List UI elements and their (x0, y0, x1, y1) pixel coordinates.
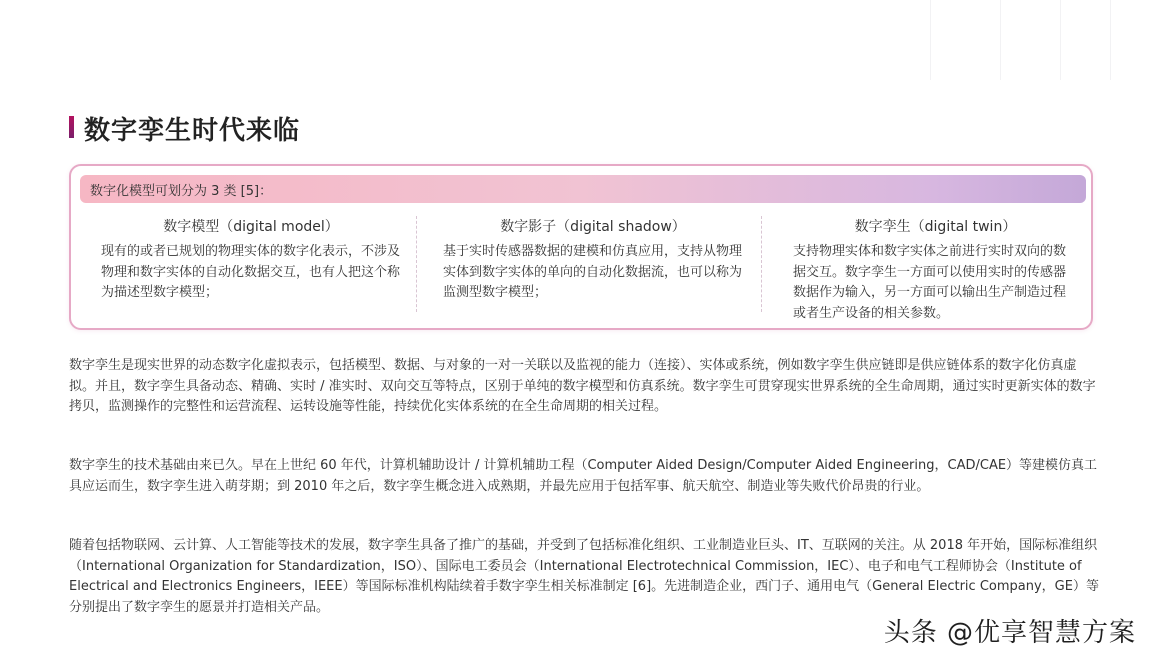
box-header (80, 175, 1086, 203)
paragraph-3: 随着包括物联网、云计算、人工智能等技术的发展，数字孪生具备了推广的基础，并受到了包括标准化组织、工业制造业巨头、IT、互联网的关注。从 2018 年开始，国际标准组织（International Organization for Standardization，ISO）、国际电工委员会（International Electrotechnical Commission，IEC）、电子和电气工程师协会（Institute of Electrical and Electronics Engineers，IEEE）等国际标准机构陆续着手数字孪生相关标准制定 [6]。先进制造企业，西门子、通用电气（General Electric Company，GE）等分别提出了数字孪生的愿景并打造相关产品。 (69, 538, 1099, 615)
column-divider (761, 216, 762, 312)
decorative-line (1060, 0, 1061, 80)
model-types-box (69, 164, 1093, 330)
column-body: 现有的或者已规划的物理实体的数字化表示，不涉及物理和数字实体的自动化数据交互，也有人把这个称为描述型数字模型； (101, 244, 401, 300)
column-title: 数字孪生（digital twin） (854, 219, 1017, 235)
watermark: 头条 @优享智慧方案 (883, 618, 1136, 648)
column-body: 支持物理实体和数字实体之前进行实时双向的数据交互。数字孪生一方面可以使用实时的传感器数据作为输入，另一方面可以输出生产制造过程或者生产设备的相关参数。 (793, 244, 1067, 321)
column-digital-twin (793, 216, 1078, 324)
paragraph-2: 数字孪生的技术基础由来已久。早在上世纪 60 年代，计算机辅助设计 / 计算机辅助工程（Computer Aided Design/Computer Aided Engineering，CAD/CAE）等建模仿真工具应运而生，数字孪生进入萌芽期；到 2010 年之后，数字孪生概念进入成熟期，并最先应用于包括军事、航天航空、制造业等失败代价昂贵的行业。 (69, 458, 1098, 494)
page-title: 数字孪生时代来临 (84, 116, 301, 146)
column-title: 数字影子（digital shadow） (500, 219, 686, 235)
box-header-text: 数字化模型可划分为 3 类 [5]： (90, 184, 273, 199)
column-divider (416, 216, 417, 312)
decorative-line (1110, 0, 1111, 80)
column-digital-model (101, 216, 401, 304)
column-digital-shadow (443, 216, 743, 304)
column-title: 数字模型（digital model） (163, 219, 339, 235)
paragraph-1: 数字孪生是现实世界的动态数字化虚拟表示，包括模型、数据、与对象的一对一关联以及监视的能力（连接）、实体或系统，例如数字孪生供应链即是供应链体系的数字化仿真虚拟。并且，数字孪生具备动态、精确、实时 / 准实时、双向交互等特点，区别于单纯的数字模型和仿真系统。数字孪生可贯穿现实世界系统的全生命周期，通过实时更新实体的数字拷贝，监测操作的完整性和运营流程、运转设施等性能，持续优化实体系统的在全生命周期的相关过程。 (69, 358, 1096, 414)
decorative-line (1000, 0, 1001, 80)
decorative-line (930, 0, 931, 80)
title-accent-bar (69, 116, 74, 138)
column-body: 基于实时传感器数据的建模和仿真应用，支持从物理实体到数字实体的单向的自动化数据流，也可以称为监测型数字模型； (443, 244, 743, 300)
